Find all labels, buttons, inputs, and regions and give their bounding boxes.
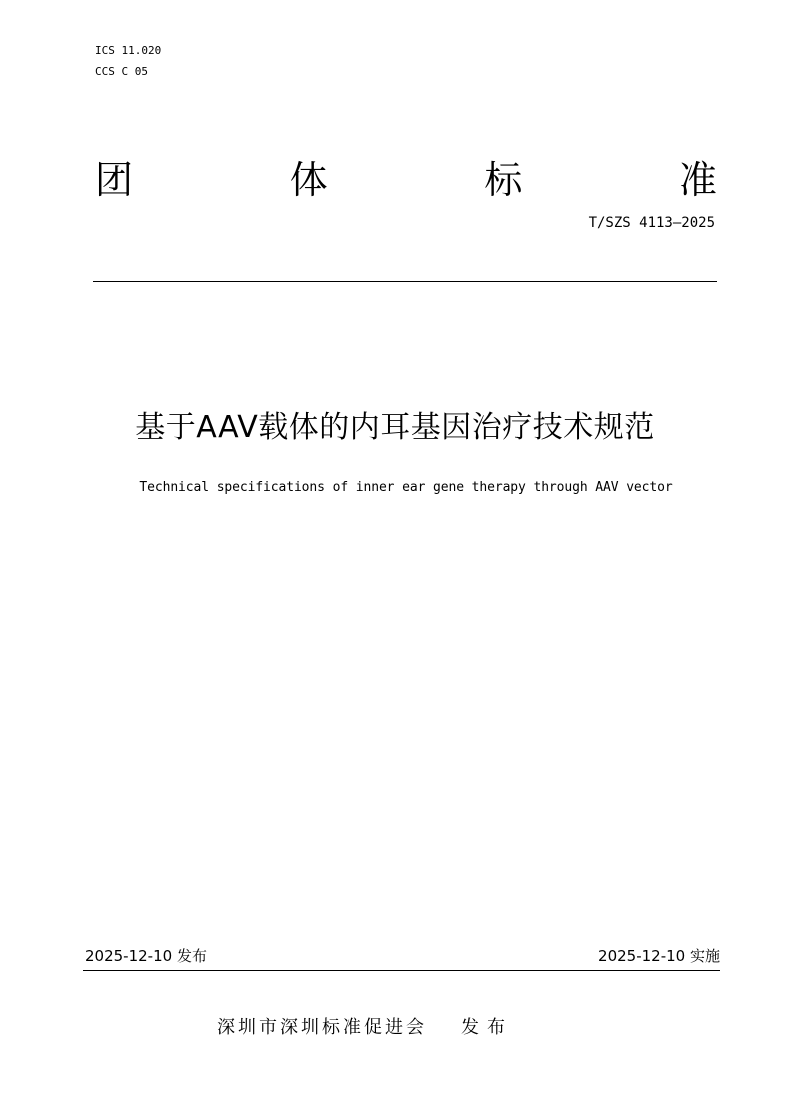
ccs-code: CCS C 05 [95, 65, 148, 78]
standard-number: T/SZS 4113—2025 [588, 215, 715, 231]
standard-kind-char: 准 [678, 158, 717, 202]
document-title-english: Technical specifications of inner ear gene therapy through AAV vector [139, 480, 673, 495]
standard-kind-heading [95, 156, 717, 204]
publish-label: 发布 [461, 1017, 513, 1038]
standard-kind-char: 体 [289, 158, 328, 202]
standard-kind-char: 团 [95, 158, 134, 202]
publisher-line [217, 1016, 513, 1040]
publisher-name: 深圳市深圳标准促进会 [217, 1017, 427, 1038]
document-title-chinese: 基于AAV载体的内耳基因治疗技术规范 [135, 410, 655, 445]
standard-kind-char: 标 [484, 158, 523, 202]
footer-divider [83, 970, 720, 971]
implementation-date: 2025-12-10 实施 [598, 947, 720, 965]
issue-date: 2025-12-10 发布 [85, 947, 207, 965]
header-divider [93, 281, 717, 282]
classification-codes [95, 40, 161, 82]
ics-code: ICS 11.020 [95, 44, 162, 57]
